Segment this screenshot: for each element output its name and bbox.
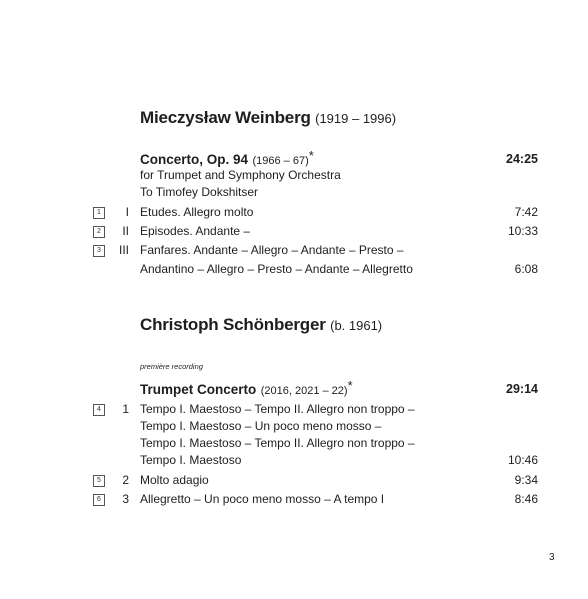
movement-number: 1: [122, 402, 129, 416]
track-number-box: 4: [93, 404, 105, 416]
track-duration: 6:08: [514, 262, 538, 276]
work-dedication: To Timofey Dokshitser: [140, 185, 259, 199]
work-title-row: [140, 148, 314, 169]
work-title: Trumpet Concerto: [140, 382, 257, 397]
track-number-box: 2: [93, 226, 105, 238]
movement-title: Molto adagio: [140, 473, 209, 487]
page-number: 3: [549, 552, 555, 563]
composer-name: Christoph Schönberger: [140, 315, 326, 334]
movement-title: Etudes. Allegro molto: [140, 205, 254, 219]
composer-heading: [140, 315, 382, 335]
movement-number: 2: [122, 473, 129, 487]
track-duration: 9:34: [514, 473, 538, 487]
composer-heading: [140, 108, 396, 128]
work-title: Concerto, Op. 94: [140, 152, 249, 167]
track-duration: 8:46: [514, 492, 538, 506]
movement-title: Tempo I. Maestoso – Un poco meno mosso –: [140, 419, 382, 433]
work-years: (2016, 2021 – 22): [260, 385, 348, 397]
movement-number: 3: [122, 492, 129, 506]
movement-number: II: [122, 224, 129, 238]
premiere-note: première recording: [140, 362, 203, 371]
composer-dates: (b. 1961): [330, 318, 383, 333]
track-number-box: 1: [93, 207, 105, 219]
movement-title: Andantino – Allegro – Presto – Andante – Allegretto: [140, 262, 413, 276]
work-total-time: 24:25: [506, 152, 538, 166]
premiere-asterisk: *: [347, 378, 353, 393]
work-years: (1966 – 67): [252, 155, 309, 167]
movement-title: Tempo I. Maestoso – Tempo II. Allegro non troppo –: [140, 436, 415, 450]
premiere-asterisk: *: [308, 148, 314, 163]
movement-title: Allegretto – Un poco meno mosso – A tempo I: [140, 492, 385, 506]
movement-number: I: [125, 205, 129, 219]
composer-dates: (1919 – 1996): [315, 111, 397, 126]
movement-title: Episodes. Andante –: [140, 224, 251, 238]
work-subtitle: for Trumpet and Symphony Orchestra: [140, 168, 341, 182]
movement-title: Fanfares. Andante – Allegro – Andante – Presto –: [140, 243, 404, 257]
track-number-box: 5: [93, 475, 105, 487]
work-total-time: 29:14: [506, 382, 538, 396]
movement-number: III: [118, 243, 129, 257]
track-duration: 10:33: [507, 224, 538, 238]
movement-title: Tempo I. Maestoso: [140, 453, 242, 467]
track-number-box: 6: [93, 494, 105, 506]
track-duration: 7:42: [514, 205, 538, 219]
track-duration: 10:46: [507, 453, 538, 467]
movement-title: Tempo I. Maestoso – Tempo II. Allegro non troppo –: [140, 402, 415, 416]
track-number-box: 3: [93, 245, 105, 257]
composer-name: Mieczysław Weinberg: [140, 108, 311, 127]
work-title-row: [140, 378, 353, 399]
